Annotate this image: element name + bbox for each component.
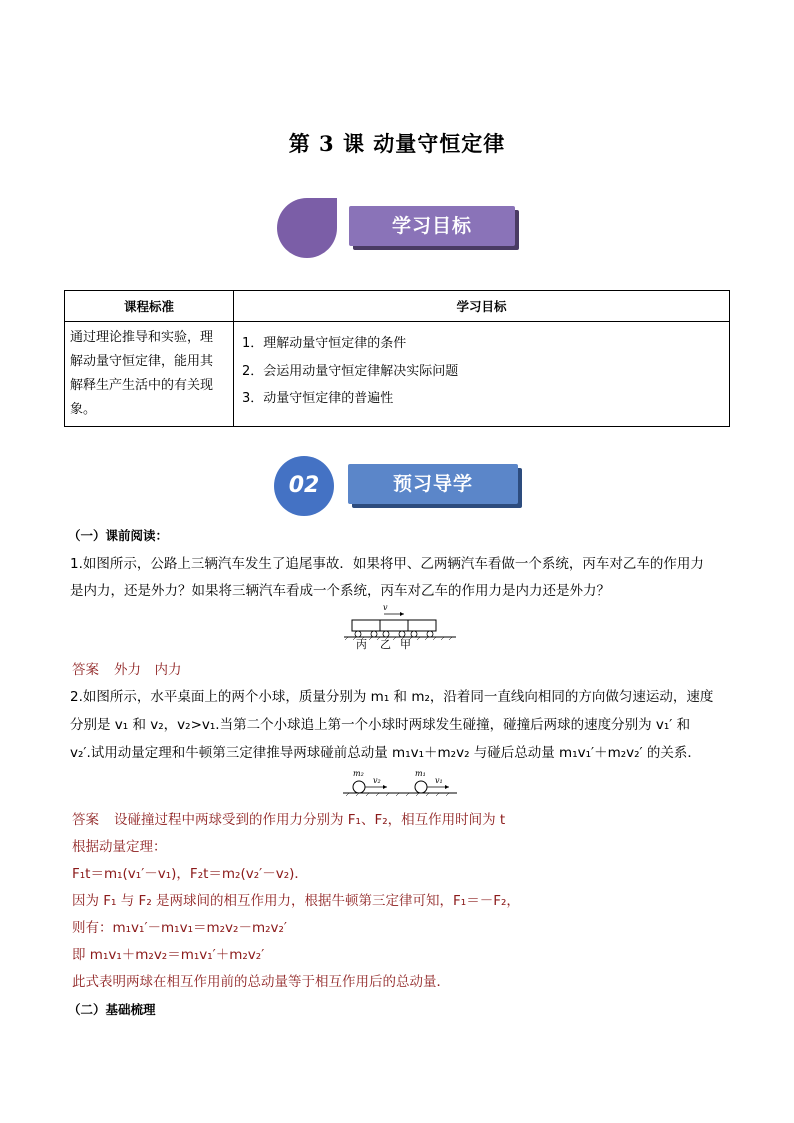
answer-line: F₁t＝m₁(v₁′－v₁)，F₂t＝m₂(v₂′－v₂)． bbox=[72, 866, 308, 882]
banner-number: 02 bbox=[288, 473, 320, 498]
standard-cell bbox=[65, 322, 234, 427]
question-1-line: 1.如图所示，公路上三辆汽车发生了追尾事故．如果将甲、乙两辆汽车看做一个系统，丙车对乙车的作用力 bbox=[70, 556, 704, 572]
standard-line: 象。 bbox=[70, 402, 97, 417]
table-header-goals: 学习目标 bbox=[234, 291, 730, 322]
banner-label: 预习导学 bbox=[348, 464, 518, 504]
banner-circle-icon bbox=[275, 196, 339, 260]
figure-car-label: 丙 bbox=[356, 638, 367, 651]
banner-learning-goals bbox=[275, 196, 520, 260]
answer-line: 因为 F₁ 与 F₂ 是两球间的相互作用力，根据牛顿第三定律可知，F₁＝－F₂， bbox=[72, 893, 520, 909]
answer-label: 答案 bbox=[72, 662, 99, 678]
answer-line: 则有：m₁v₁′－m₁v₁＝m₂v₂－m₂v₂′ bbox=[72, 920, 287, 936]
figure-car-label: 乙 bbox=[380, 638, 391, 651]
standard-line: 通过理论推导和实验，理 bbox=[70, 330, 214, 345]
figure-velocity-label: v bbox=[383, 603, 388, 612]
table-header-standard: 课程标准 bbox=[65, 291, 234, 322]
goal-item: 3．动量守恒定律的普遍性 bbox=[242, 391, 394, 406]
goals-cell bbox=[234, 322, 730, 427]
question-1-line: 是内力，还是外力？如果将三辆汽车看成一个系统，丙车对乙车的作用力是内力还是外力？ bbox=[70, 583, 610, 599]
answer-label: 答案 bbox=[72, 812, 99, 828]
question-2-line: 分别是 v₁ 和 v₂，v₂>v₁.当第二个小球追上第一个小球时两球发生碰撞，碰撞后两球的速度分别为 v₁′ 和 bbox=[70, 717, 691, 733]
goal-item: 2．会运用动量守恒定律解决实际问题 bbox=[242, 363, 459, 379]
goal-item: 1．理解动量守恒定律的条件 bbox=[242, 336, 407, 351]
figure-car-label: 甲 bbox=[400, 638, 411, 651]
standard-line: 解释生产生活中的有关现 bbox=[70, 378, 214, 393]
answer-line: 设碰撞过程中两球受到的作用力分别为 F₁、F₂，相互作用时间为 t bbox=[114, 812, 506, 828]
figure-velocity-label: v₂ bbox=[373, 776, 381, 785]
question-2-line: 2.如图所示，水平桌面上的两个小球，质量分别为 m₁ 和 m₂，沿着同一直线向相同的方向做匀速运动，速度 bbox=[70, 689, 714, 705]
figure-mass-label: m₂ bbox=[353, 769, 364, 778]
question-2-line: v₂′.试用动量定理和牛顿第三定律推导两球碰前总动量 m₁v₁＋m₂v₂ 与碰后总动量 m₁v₁′＋m₂v₂′ 的关系． bbox=[70, 745, 701, 761]
figure-mass-label: m₁ bbox=[415, 769, 426, 778]
standard-line: 解动量守恒定律，能用其 bbox=[70, 354, 214, 369]
answer-text: 外力 内力 bbox=[114, 662, 182, 678]
section-heading: （二）基础梳理 bbox=[68, 1002, 156, 1017]
objectives-table bbox=[64, 290, 730, 427]
section-heading: （一）课前阅读： bbox=[68, 528, 169, 543]
answer-line: 即 m₁v₁＋m₂v₂＝m₁v₁′＋m₂v₂′ bbox=[72, 947, 265, 963]
page-title: 第 3 课 动量守恒定律 bbox=[288, 131, 506, 156]
banner-label: 学习目标 bbox=[349, 206, 515, 246]
figure-velocity-label: v₁ bbox=[435, 776, 443, 785]
answer-line: 根据动量定理： bbox=[72, 839, 167, 855]
banner-preview bbox=[272, 454, 524, 518]
answer-line: 此式表明两球在相互作用前的总动量等于相互作用后的总动量． bbox=[72, 974, 450, 990]
